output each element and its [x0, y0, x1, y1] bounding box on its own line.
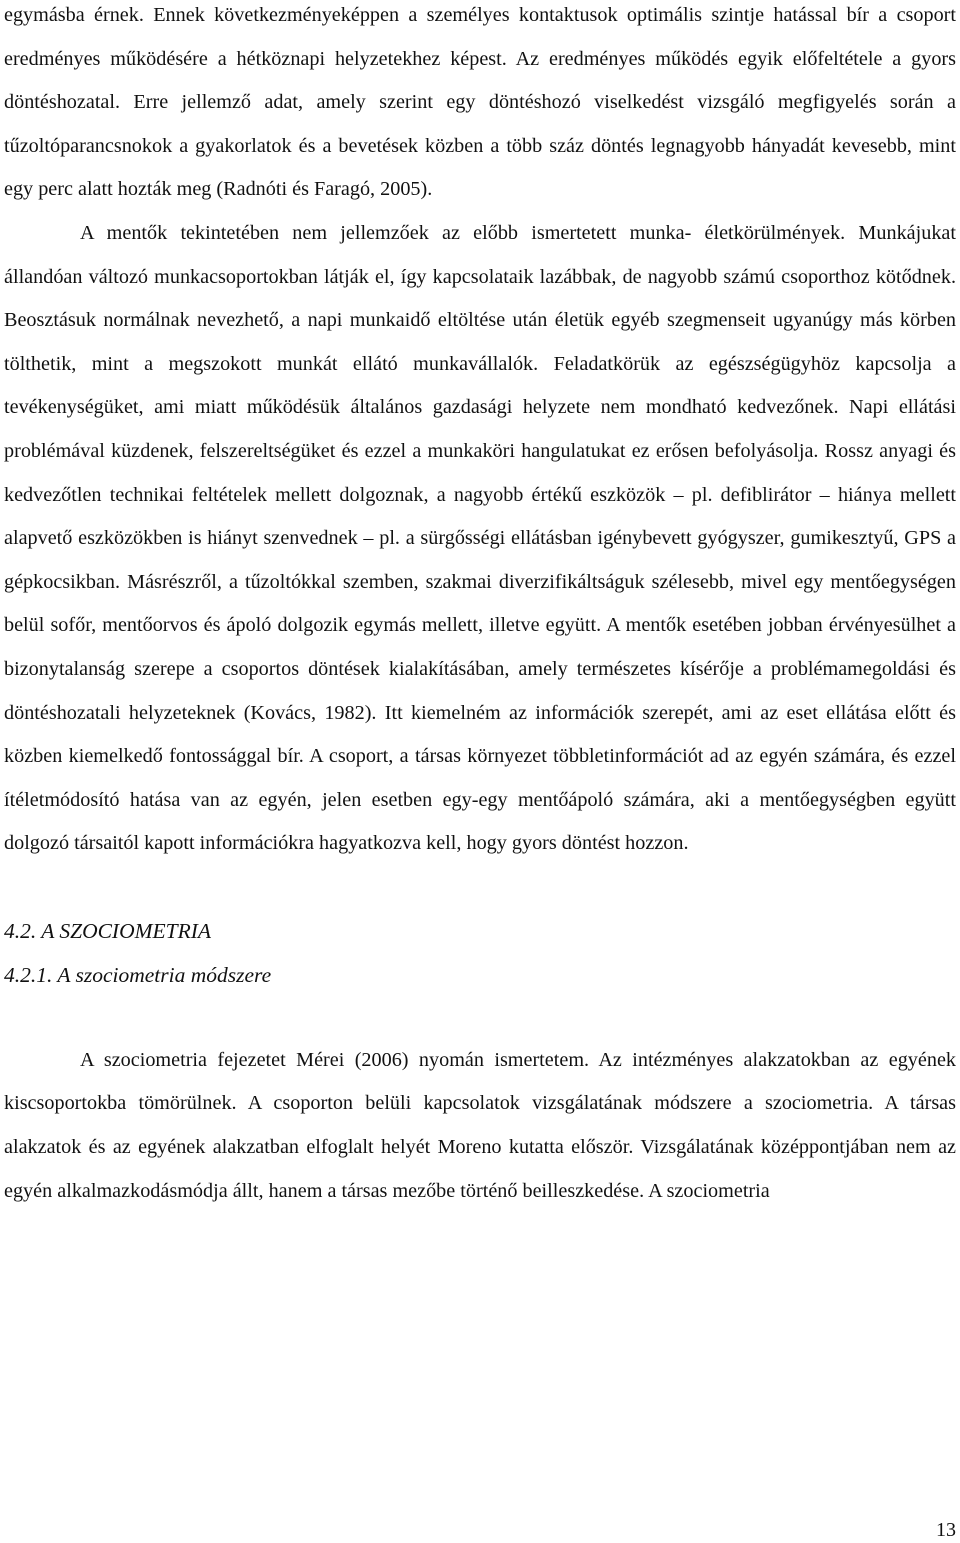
subsection-heading: 4.2.1. A szociometria módszere: [4, 962, 272, 987]
spacer: [4, 997, 956, 1039]
paragraph-paramedics: A mentők tekintetében nem jellemzőek az előbb ismertetett munka- életkörülmények. Munkájukat állandóan változó munkacsoportokban látják el, így kapcsolataik lazábbak, de nagyobb számú csoporthoz kötődnek. Beosztásuk normálnak nevezhető, a napi munkaidő eltöltése után életük egyéb szegmenseit ugyanúgy más körben tölthetik, mint a megszokott munkát ellátó munkavállalók. Feladatkörük az egészségügyhöz kapcsolja a tevékenységüket, ami miatt működésük általános gazdasági helyzete nem mondható kedvezőnek. Napi ellátási problémával küzdenek, felszereltségüket és ezzel a munkaköri hangulatukat ez erősen befolyásolja. Rossz anyagi és kedvezőtlen technikai feltételek mellett dolgoznak, a nagyobb értékű eszközök – pl. defiblirátor – hiánya mellett alapvető eszközökben is hiányt szenvednek – pl. a sürgősségi ellátásban igénybevett gyógyszer, gumikesztyű, GPS a gépkocsikban. Másrészről, a tűzoltókkal szemben, szakmai diverzifikáltságuk szélesebb, mivel egy mentőegységen belül sofőr, mentőorvos és ápoló dolgozik egymás mellett, illetve együtt. A mentők esetében jobban érvényesülhet a bizonytalanság szerepe a csoportos döntések kialakításában, amely természetes kísérője a problémamegoldási és döntéshozatali helyzeteknek (Kovács, 1982). Itt kiemelném az információk szerepét, ami az eset ellátása előtt és közben kiemelkedő fontossággal bír. A csoport, a társas környezet többletinformációt ad az egyén számára, és ezzel ítéletmódosító hatása van az egyén, jelen esetben egy-egy mentőápoló számára, aki a mentőegységben együtt dolgozó társaitól kapott információkra hagyatkozva kell, hogy gyors döntést hozzon.: [4, 221, 956, 855]
paragraph-decision-making: egymásba érnek. Ennek következményeképpen a személyes kontaktusok optimális szintje hatással bír a csoport eredményes működésére a hétköznapi helyzetekhez képest. Az eredményes működés egyik előfeltétele a gyors döntéshozatal. Erre jellemző adat, amely szerint egy döntéshozó viselkedést vizsgáló megfigyelés során a tűzoltóparancsnokok a gyakorlatok és a bevetések közben a több száz döntés legnagyobb hányadát kevesebb, mint egy perc alatt hozták meg (Radnóti és Faragó, 2005).: [4, 4, 956, 201]
section-heading: 4.2. A SZOCIOMETRIA: [4, 918, 212, 943]
document-page: [4, 0, 956, 1213]
paragraph-sociometry: A szociometria fejezetet Mérei (2006) nyomán ismertetem. Az intézményes alakzatokban az egyének kiscsoportokba tömörülnek. A csoporton belüli kapcsolatok vizsgálatának módszere a szociometria. A társas alakzatok és az egyének alakzatban elfoglalt helyét Moreno kutatta először. Vizsgálatának középpontjában nem az egyén alkalmazkodásmódja állt, hanem a társas mezőbe történő beilleszkedése. A szociometria: [4, 1048, 956, 1202]
page-number: 13: [936, 1519, 956, 1541]
spacer: [4, 866, 956, 909]
